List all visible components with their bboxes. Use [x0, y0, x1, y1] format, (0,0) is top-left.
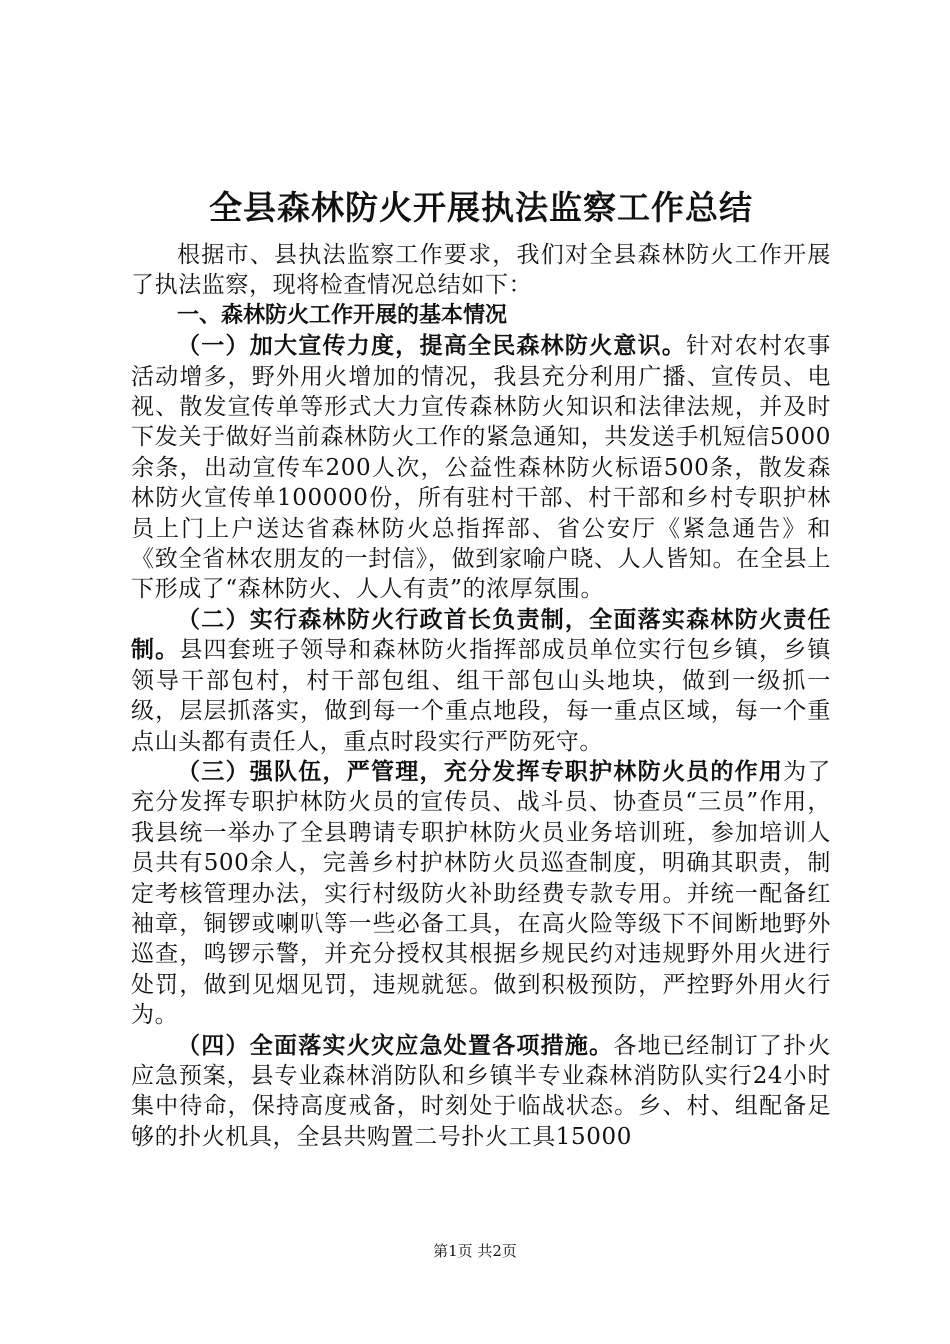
paragraph-1-body: 针对农村农事活动增多，野外用火增加的情况，我县充分利用广播、宣传员、电视、散发宣传单等形式大力宣传森林防火知识和法律法规，并及时下发关于做好当前森林防火工作的紧急通知，共发送手机短信5000余条，出动宣传车200人次，公益性森林防火标语500条，散发森林防火宣传单100000份，所有驻村干部、村干部和乡村专职护林员上门上户送达省森林防火总指挥部、省公安厅《紧急通告》和《致全省林农朋友的一封信》，做到家喻户晓、人人皆知。在全县上下形成了“森林防火、人人有责”的浓厚氛围。 — [131, 333, 831, 603]
paragraph-1 — [131, 331, 831, 605]
paragraph-3 — [131, 757, 831, 1031]
intro-paragraph: 根据市、县执法监察工作要求，我们对全县森林防火工作开展了执法监察，现将检查情况总结如下： — [131, 242, 831, 299]
paragraph-3-body: 为了充分发挥专职护林防火员的宣传员、战斗员、协查员“三员”作用，我县统一举办了全县聘请专职护林防火员业务培训班，参加培训人员共有500余人，完善乡村护林防火员巡查制度，明确其职责，制定考核管理办法，实行村级防火补助经费专款专用。并统一配备红袖章，铜锣或喇叭等一些必备工具，在高火险等级下不间断地野外巡查，鸣锣示警，并充分授权其根据乡规民约对违规野外用火进行处罚，做到见烟见罚，违规就惩。做到积极预防，严控野外用火行为。 — [131, 758, 832, 1029]
paragraph-3-lead: （三）强队伍，严管理，充分发挥专职护林防火员的作用 — [177, 758, 784, 785]
paragraph-2 — [131, 605, 831, 757]
paragraph-1-lead: （一）加大宣传力度，提高全民森林防火意识。 — [177, 333, 687, 360]
paragraph-2-body: 县四套班子领导和森林防火指挥部成员单位实行包乡镇，乡镇领导干部包村，村干部包组、组干部包山头地块，做到一级抓一级，层层抓落实，做到每一个重点地段，每一重点区域，每一个重点山头都有责任人，重点时段实行严防死守。 — [131, 637, 832, 755]
page-title: 全县森林防火开展执法监察工作总结 — [209, 188, 753, 227]
paragraph-2-lead: （二）实行森林防火行政首长负责制，全面落实森林防火责任制。 — [131, 606, 831, 664]
page-footer: 第1页 共2页 — [433, 1242, 517, 1260]
document-page — [131, 186, 831, 1152]
paragraph-4-body: 各地已经制订了扑火应急预案，县专业森林消防队和乡镇半专业森林消防队实行24小时集中待命，保持高度戒备，时刻处于临战状态。乡、村、组配备足够的扑火机具，全县共购置二号扑火工具15000 — [131, 1032, 831, 1150]
paragraph-4 — [131, 1031, 831, 1153]
section-heading: 一、森林防火工作开展的基本情况 — [177, 302, 508, 328]
paragraph-4-lead: （四）全面落实火灾应急处置各项措施。 — [177, 1032, 614, 1059]
